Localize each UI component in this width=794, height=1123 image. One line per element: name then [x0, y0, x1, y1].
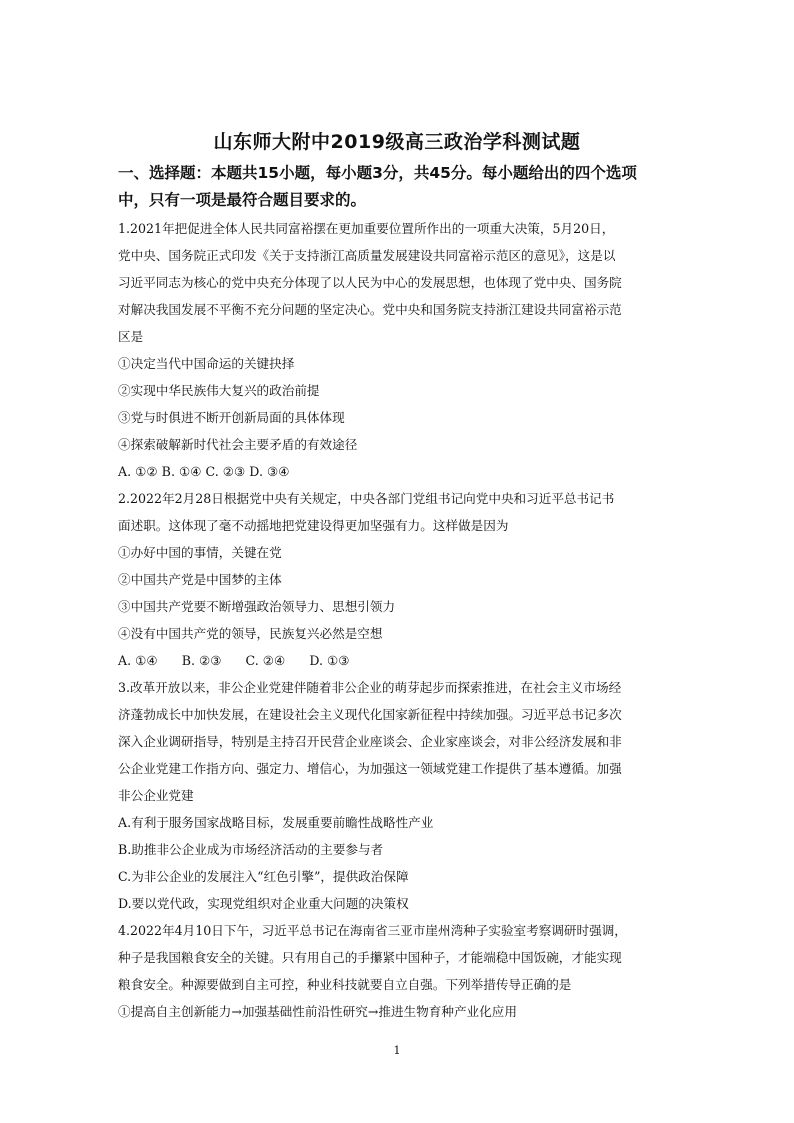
question-item: A.有利于服务国家战略目标，发展重要前瞻性战略性产业 [118, 815, 434, 830]
question-item: ①提高自主创新能力→加强基础性前沿性研究→推进生物育种产业化应用 [118, 1004, 517, 1019]
question-stem-line: 面述职。这体现了毫不动摇地把党建设得更加坚强有力。这样做是因为 [118, 518, 509, 533]
question-list [118, 215, 678, 1025]
section-heading-line: 一、选择题：本题共15小题，每小题3分，共45分。每小题给出的四个选项 [118, 164, 637, 182]
question-options: A. ①④ B. ②③ C. ②④ D. ①③ [118, 653, 350, 668]
question-stem-line: 公企业党建工作指方向、强定力、增信心，为加强这一领域党建工作提供了基本遵循。加强 [118, 761, 622, 776]
question-stem-line: 非公企业党建 [118, 788, 194, 803]
question-1 [118, 215, 678, 485]
question-4 [118, 917, 678, 1025]
question-item: B.助推非公企业成为市场经济活动的主要参与者 [118, 842, 384, 857]
question-item: D.要以党代政，实现党组织对企业重大问题的决策权 [118, 896, 409, 911]
question-item: C.为非公企业的发展注入“红色引擎”，提供政治保障 [118, 869, 409, 884]
question-stem-line: 3.改革开放以来，非公企业党建伴随着非公企业的萌芽起步而探索推进，在社会主义市场经 [118, 680, 622, 695]
question-stem-line: 习近平同志为核心的党中央充分体现了以人民为中心的发展思想，也体现了党中央、国务院 [118, 275, 622, 290]
question-item: ④没有中国共产党的领导，民族复兴必然是空想 [118, 626, 383, 641]
question-item: ①决定当代中国命运的关键抉择 [118, 356, 295, 371]
question-stem-line: 对解决我国发展不平衡不充分问题的坚定决心。党中央和国务院支持浙江建设共同富裕示范 [118, 302, 622, 317]
question-stem-line: 4.2022年4月10日下午，习近平总书记在海南省三亚市崖州湾种子实验室考察调研时强调， [118, 923, 627, 938]
question-stem-line: 2.2022年2月28日根据党中央有关规定，中央各部门党组书记向党中央和习近平总书记书 [118, 491, 615, 506]
question-3 [118, 674, 678, 917]
question-item: ①办好中国的事情，关键在党 [118, 545, 282, 560]
page-title: 山东师大附中2019级高三政治学科测试题 [213, 131, 581, 153]
question-stem-line: 济蓬勃成长中加快发展，在建设社会主义现代化国家新征程中持续加强。习近平总书记多次 [118, 707, 622, 722]
question-item: ④探索破解新时代社会主要矛盾的有效途径 [118, 437, 358, 452]
question-item: ③党与时俱进不断开创新局面的具体体现 [118, 410, 345, 425]
question-stem-line: 区是 [118, 329, 144, 344]
section-heading [118, 160, 678, 214]
question-item: ②实现中华民族伟大复兴的政治前提 [118, 383, 320, 398]
section-heading-line: 中，只有一项是最符合题目要求的。 [118, 191, 367, 209]
question-stem-line: 种子是我国粮食安全的关键。只有用自己的手攥紧中国种子，才能端稳中国饭碗，才能实现 [118, 950, 622, 965]
question-stem-line: 1.2021年把促进全体人民共同富裕摆在更加重要位置所作出的一项重大决策，5月20日， [118, 221, 615, 236]
question-stem-line: 粮食安全。种源要做到自主可控，种业科技就要自立自强。下列举措传导正确的是 [118, 977, 572, 992]
question-2 [118, 485, 678, 674]
question-options: A. ①② B. ①④ C. ②③ D. ③④ [118, 464, 290, 479]
page-number: 1 [393, 1044, 401, 1057]
question-stem-line: 党中央、国务院正式印发《关于支持浙江高质量发展建设共同富裕示范区的意见》，这是以 [118, 248, 616, 263]
question-stem-line: 深入企业调研指导，特别是主持召开民营企业座谈会、企业家座谈会，对非公经济发展和非 [118, 734, 622, 749]
question-item: ③中国共产党要不断增强政治领导力、思想引领力 [118, 599, 396, 614]
question-item: ②中国共产党是中国梦的主体 [118, 572, 282, 587]
